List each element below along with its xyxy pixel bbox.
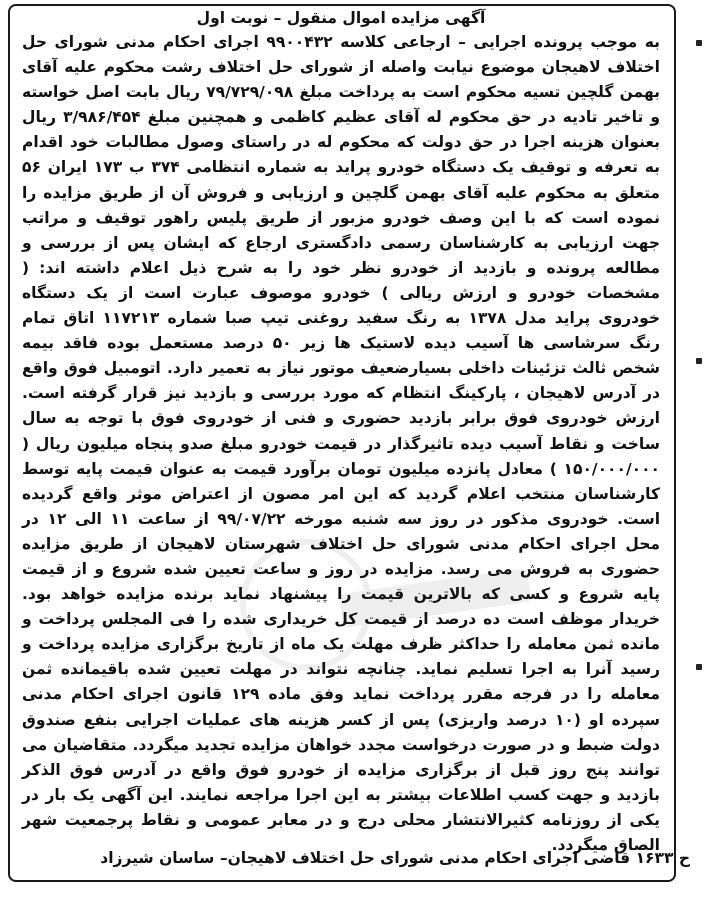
page-bottom (0, 894, 704, 920)
edge-mark (696, 40, 702, 46)
edge-mark (696, 358, 702, 364)
edge-mark (696, 664, 702, 670)
notice-signature: ح ۱۶۳۳ قاضی اجرای احکام مدنی شورای حل اختلاف لاهیجان– ساسان شیرزاد (100, 849, 690, 867)
auction-notice (8, 4, 676, 882)
notice-body: به موجب پرونده اجرایی – ارجاعی کلاسه ۹۹۰۰۴۳۲ اجرای احکام مدنی شورای حل اختلاف لاهیجان موضوع نیابت واصله از شورای حل اختلاف رشت محکوم علیه آقای بهمن گلچین تسیه محکوم است به پرداخت مبلغ ۷۹/۷۲۹/۰۹۸ ریال بابت اصل خواسته و تاخیر تادیه در حق محکوم له آقای عظیم کاظمی و همچنین مبلغ ۳/۹۸۶/۴۵۴ ریال بعنوان هزینه اجرا در حق دولت که محکوم له در راستای وصول مطالبات خود اقدام به تعرفه و توقیف یک دستگاه خودرو پراید به شماره انتظامی ۳۷۴ ب ۱۷۳ ایران ۵۶ متعلق به محکوم علیه آقای بهمن گلچین و ارزیابی و فروش آن از طریق مزایده را نموده است که با این وصف خودرو مزبور از طریق پلیس راهور توقیف و مراتب جهت ارزیابی به کارشناسان رسمی دادگستری ارجاع که ایشان پس از بررسی و مطالعه پرونده و بازدید از خودرو نظر خود را به شرح ذیل اعلام داشته اند: ( مشخصات خودرو و ارزش ریالی ) خودرو موصوف عبارت است از یک دستگاه خودروی پراید مدل ۱۳۷۸ به رنگ سفید روغنی تیپ صبا شماره ۱۱۷۲۱۳ اتاق تمام رنگ سرشاسی ها آسیب دیده لاستیک ها زیر ۵۰ درصد مستعمل بوده فاقد بیمه شخص ثالث تزئینات داخلی بسیارضعیف موتور نیاز به تعمیر دارد. اتومبیل فوق واقع در آدرس لاهیجان ، پارکینگ انتظام که مورد بررسی و بازدید نیز قرار گرفته است. ارزش خودروی فوق برابر بازدید حضوری و فنی از خودروی فوق با توجه به سال ساخت و نقاط آسیب دیده تاثیرگذار در قیمت خودرو مبلغ صدو پنجاه میلیون ریال ( ۱۵۰/۰۰۰/۰۰۰ ) معادل پانزده میلیون تومان برآورد قیمت به عنوان قیمت پایه توسط کارشناسان منتخب اعلام گردید که این امر مصون از اعتراض موثر واقع گردیده است. خودروی مذکور در روز سه شنبه مورخه ۹۹/۰۷/۲۲ از ساعت ۱۱ الی ۱۲ در محل اجرای احکام مدنی شورای حل اختلاف شهرستان لاهیجان از طریق مزایده حضوری به فروش می رسد. مزایده در روز و ساعت تعیین شده شروع و از قیمت پایه شروع و کسی که بالاترین قیمت را پیشنهاد نماید برنده مزایده خواهد بود. خریدار موظف است ده درصد از قیمت کل خریداری شده را فی المجلس پرداخت و مانده ثمن معامله را حداکثر ظرف مهلت یک ماه از تاریخ برگزاری مزایده پرداخت و رسید آنرا به اجرا تسلیم نماید. چنانچه نتواند در مهلت تعیین شده باقیمانده ثمن معامله را در فرجه مقرر پرداخت نماید وفق ماده ۱۲۹ قانون اجرای احکام مدنی سپرده او (۱۰ درصد واریزی) پس از کسر هزینه های عملیات اجرایی بنفع صندوق دولت ضبط و در صورت درخواست مجدد خواهان مزایده تجدید میگردد. متقاضیان می توانند پنج روز قبل از برگزاری مزایده از خودرو فوق واقع در آدرس فوق الذکر بازدید و جهت کسب اطلاعات بیشتر به این اجرا مراجعه نمایند. این آگهی یک بار در یکی از روزنامه کثیرالانتشار محلی درج و در معابر عمومی و نقاط پرجمعیت شهر الصاق میگردد. (22, 33, 661, 854)
notice-title: آگهی مزایده اموال منقول – نوبت اول (196, 9, 486, 27)
